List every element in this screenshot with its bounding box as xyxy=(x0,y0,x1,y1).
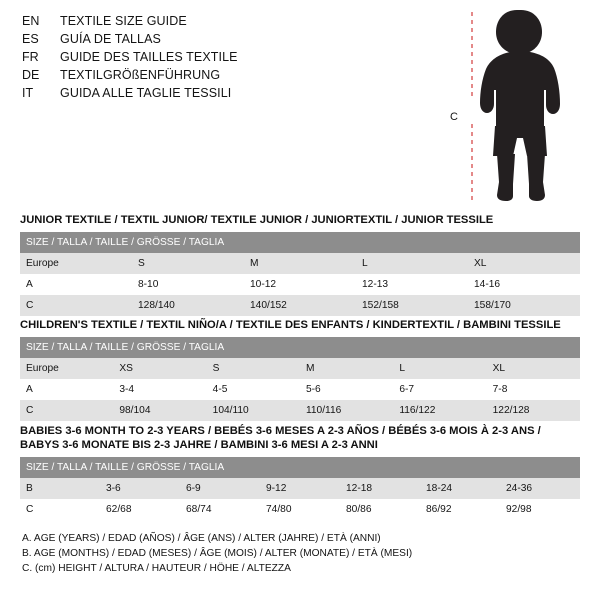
row-label: C xyxy=(26,504,34,515)
table-row xyxy=(20,400,580,421)
legend-notes xyxy=(22,531,582,576)
section-title: BABIES 3-6 MONTH TO 2-3 YEARS / BEBÉS 3-6 MESES A 2-3 AÑOS / BÉBÉS 3-6 MOIS À 2-3 ANS / BABYS 3-6 MONATE BIS 2-3 JAHRE / BAMBINI 3-6 MESI A 2-3 ANNI xyxy=(20,425,541,451)
children-size-table xyxy=(20,337,580,421)
legend-note: C. (cm) HEIGHT / ALTURA / HAUTEUR / HÖHE / ALTEZZA xyxy=(22,563,291,574)
table-header-row xyxy=(20,337,580,358)
cell: 62/68 xyxy=(106,504,132,515)
table-row xyxy=(20,295,580,316)
cell: XL xyxy=(468,253,580,274)
toddler-silhouette-icon xyxy=(455,6,585,206)
language-row xyxy=(22,86,422,104)
table-row xyxy=(20,379,580,400)
row-label: C xyxy=(20,295,132,316)
junior-size-table xyxy=(20,232,580,316)
section-title: CHILDREN'S TEXTILE / TEXTIL NIÑO/A / TEXTILE DES ENFANTS / KINDERTEXTIL / BAMBINI TESSILE xyxy=(20,319,561,331)
language-title: TEXTILGRÖßENFÜHRUNG xyxy=(60,68,221,82)
table-row xyxy=(20,499,580,520)
row-label: C xyxy=(20,400,113,421)
section-children xyxy=(20,318,580,421)
cell: 158/170 xyxy=(468,295,580,316)
row-label: A xyxy=(26,279,33,290)
language-row xyxy=(22,50,422,68)
row-label: A xyxy=(26,384,33,395)
language-code: FR xyxy=(22,50,39,64)
legend-note: B. AGE (MONTHS) / EDAD (MESES) / ÂGE (MOIS) / ALTER (MONATE) / ETÀ (MESI) xyxy=(22,548,413,559)
table-row xyxy=(20,253,580,274)
cell: 3-6 xyxy=(100,478,180,499)
cell: 122/128 xyxy=(487,400,580,421)
language-row xyxy=(22,32,422,50)
legend-note: A. AGE (YEARS) / EDAD (AÑOS) / ÂGE (ANS) / ALTER (JAHRE) / ETÀ (ANNI) xyxy=(22,533,381,544)
babies-size-table xyxy=(20,457,580,520)
cell: 128/140 xyxy=(132,295,244,316)
cell: 3-4 xyxy=(119,384,135,395)
language-title: GUIDE DES TAILLES TEXTILE xyxy=(60,50,238,64)
cell: 104/110 xyxy=(207,400,300,421)
table-row xyxy=(20,274,580,295)
language-row xyxy=(22,68,422,86)
cell: 86/92 xyxy=(426,504,452,515)
language-title: GUIDA ALLE TAGLIE TESSILI xyxy=(60,86,232,100)
cell: 18-24 xyxy=(420,478,500,499)
figure-panel xyxy=(450,6,585,206)
cell: 8-10 xyxy=(138,279,159,290)
row-label: Europe xyxy=(20,253,132,274)
cell: 6-9 xyxy=(180,478,260,499)
section-title: JUNIOR TEXTILE / TEXTIL JUNIOR/ TEXTILE JUNIOR / JUNIORTEXTIL / JUNIOR TESSILE xyxy=(20,214,494,226)
language-code: IT xyxy=(22,86,34,100)
cell: 140/152 xyxy=(244,295,356,316)
cell: 92/98 xyxy=(506,504,532,515)
cell: 12-18 xyxy=(340,478,420,499)
section-babies xyxy=(20,424,580,520)
cell: 116/122 xyxy=(393,400,486,421)
language-code: EN xyxy=(22,14,40,28)
table-header-label: SIZE / TALLA / TAILLE / GRÖSSE / TAGLIA xyxy=(20,337,580,358)
table-row xyxy=(20,358,580,379)
cell: S xyxy=(132,253,244,274)
cell: 7-8 xyxy=(492,384,508,395)
cell: 9-12 xyxy=(260,478,340,499)
cell: 110/116 xyxy=(300,400,393,421)
cell: 24-36 xyxy=(500,478,580,499)
cell: L xyxy=(356,253,468,274)
cell: S xyxy=(207,358,300,379)
cell: XL xyxy=(487,358,580,379)
cell: 74/80 xyxy=(266,504,292,515)
language-title: TEXTILE SIZE GUIDE xyxy=(60,14,187,28)
cell: M xyxy=(244,253,356,274)
cell: 12-13 xyxy=(362,279,389,290)
language-row xyxy=(22,14,422,32)
cell: 4-5 xyxy=(212,384,228,395)
cell: 6-7 xyxy=(399,384,415,395)
language-code: DE xyxy=(22,68,40,82)
cell: 5-6 xyxy=(305,384,321,395)
table-header-row xyxy=(20,457,580,478)
cell: 98/104 xyxy=(113,400,206,421)
row-label: Europe xyxy=(20,358,113,379)
language-title: GUÍA DE TALLAS xyxy=(60,32,161,46)
section-junior xyxy=(20,213,580,316)
language-code: ES xyxy=(22,32,39,46)
table-header-label: SIZE / TALLA / TAILLE / GRÖSSE / TAGLIA xyxy=(20,232,580,253)
cell: M xyxy=(300,358,393,379)
cell: XS xyxy=(113,358,206,379)
cell: 14-16 xyxy=(474,279,501,290)
table-row xyxy=(20,478,580,499)
language-header xyxy=(22,14,422,104)
cell: 152/158 xyxy=(356,295,468,316)
cell: 68/74 xyxy=(186,504,212,515)
table-header-row xyxy=(20,232,580,253)
cell: 10-12 xyxy=(250,279,277,290)
height-measure-label: C xyxy=(450,111,458,123)
cell: L xyxy=(393,358,486,379)
row-label: B xyxy=(20,478,100,499)
table-header-label: SIZE / TALLA / TAILLE / GRÖSSE / TAGLIA xyxy=(20,457,580,478)
cell: 80/86 xyxy=(346,504,372,515)
